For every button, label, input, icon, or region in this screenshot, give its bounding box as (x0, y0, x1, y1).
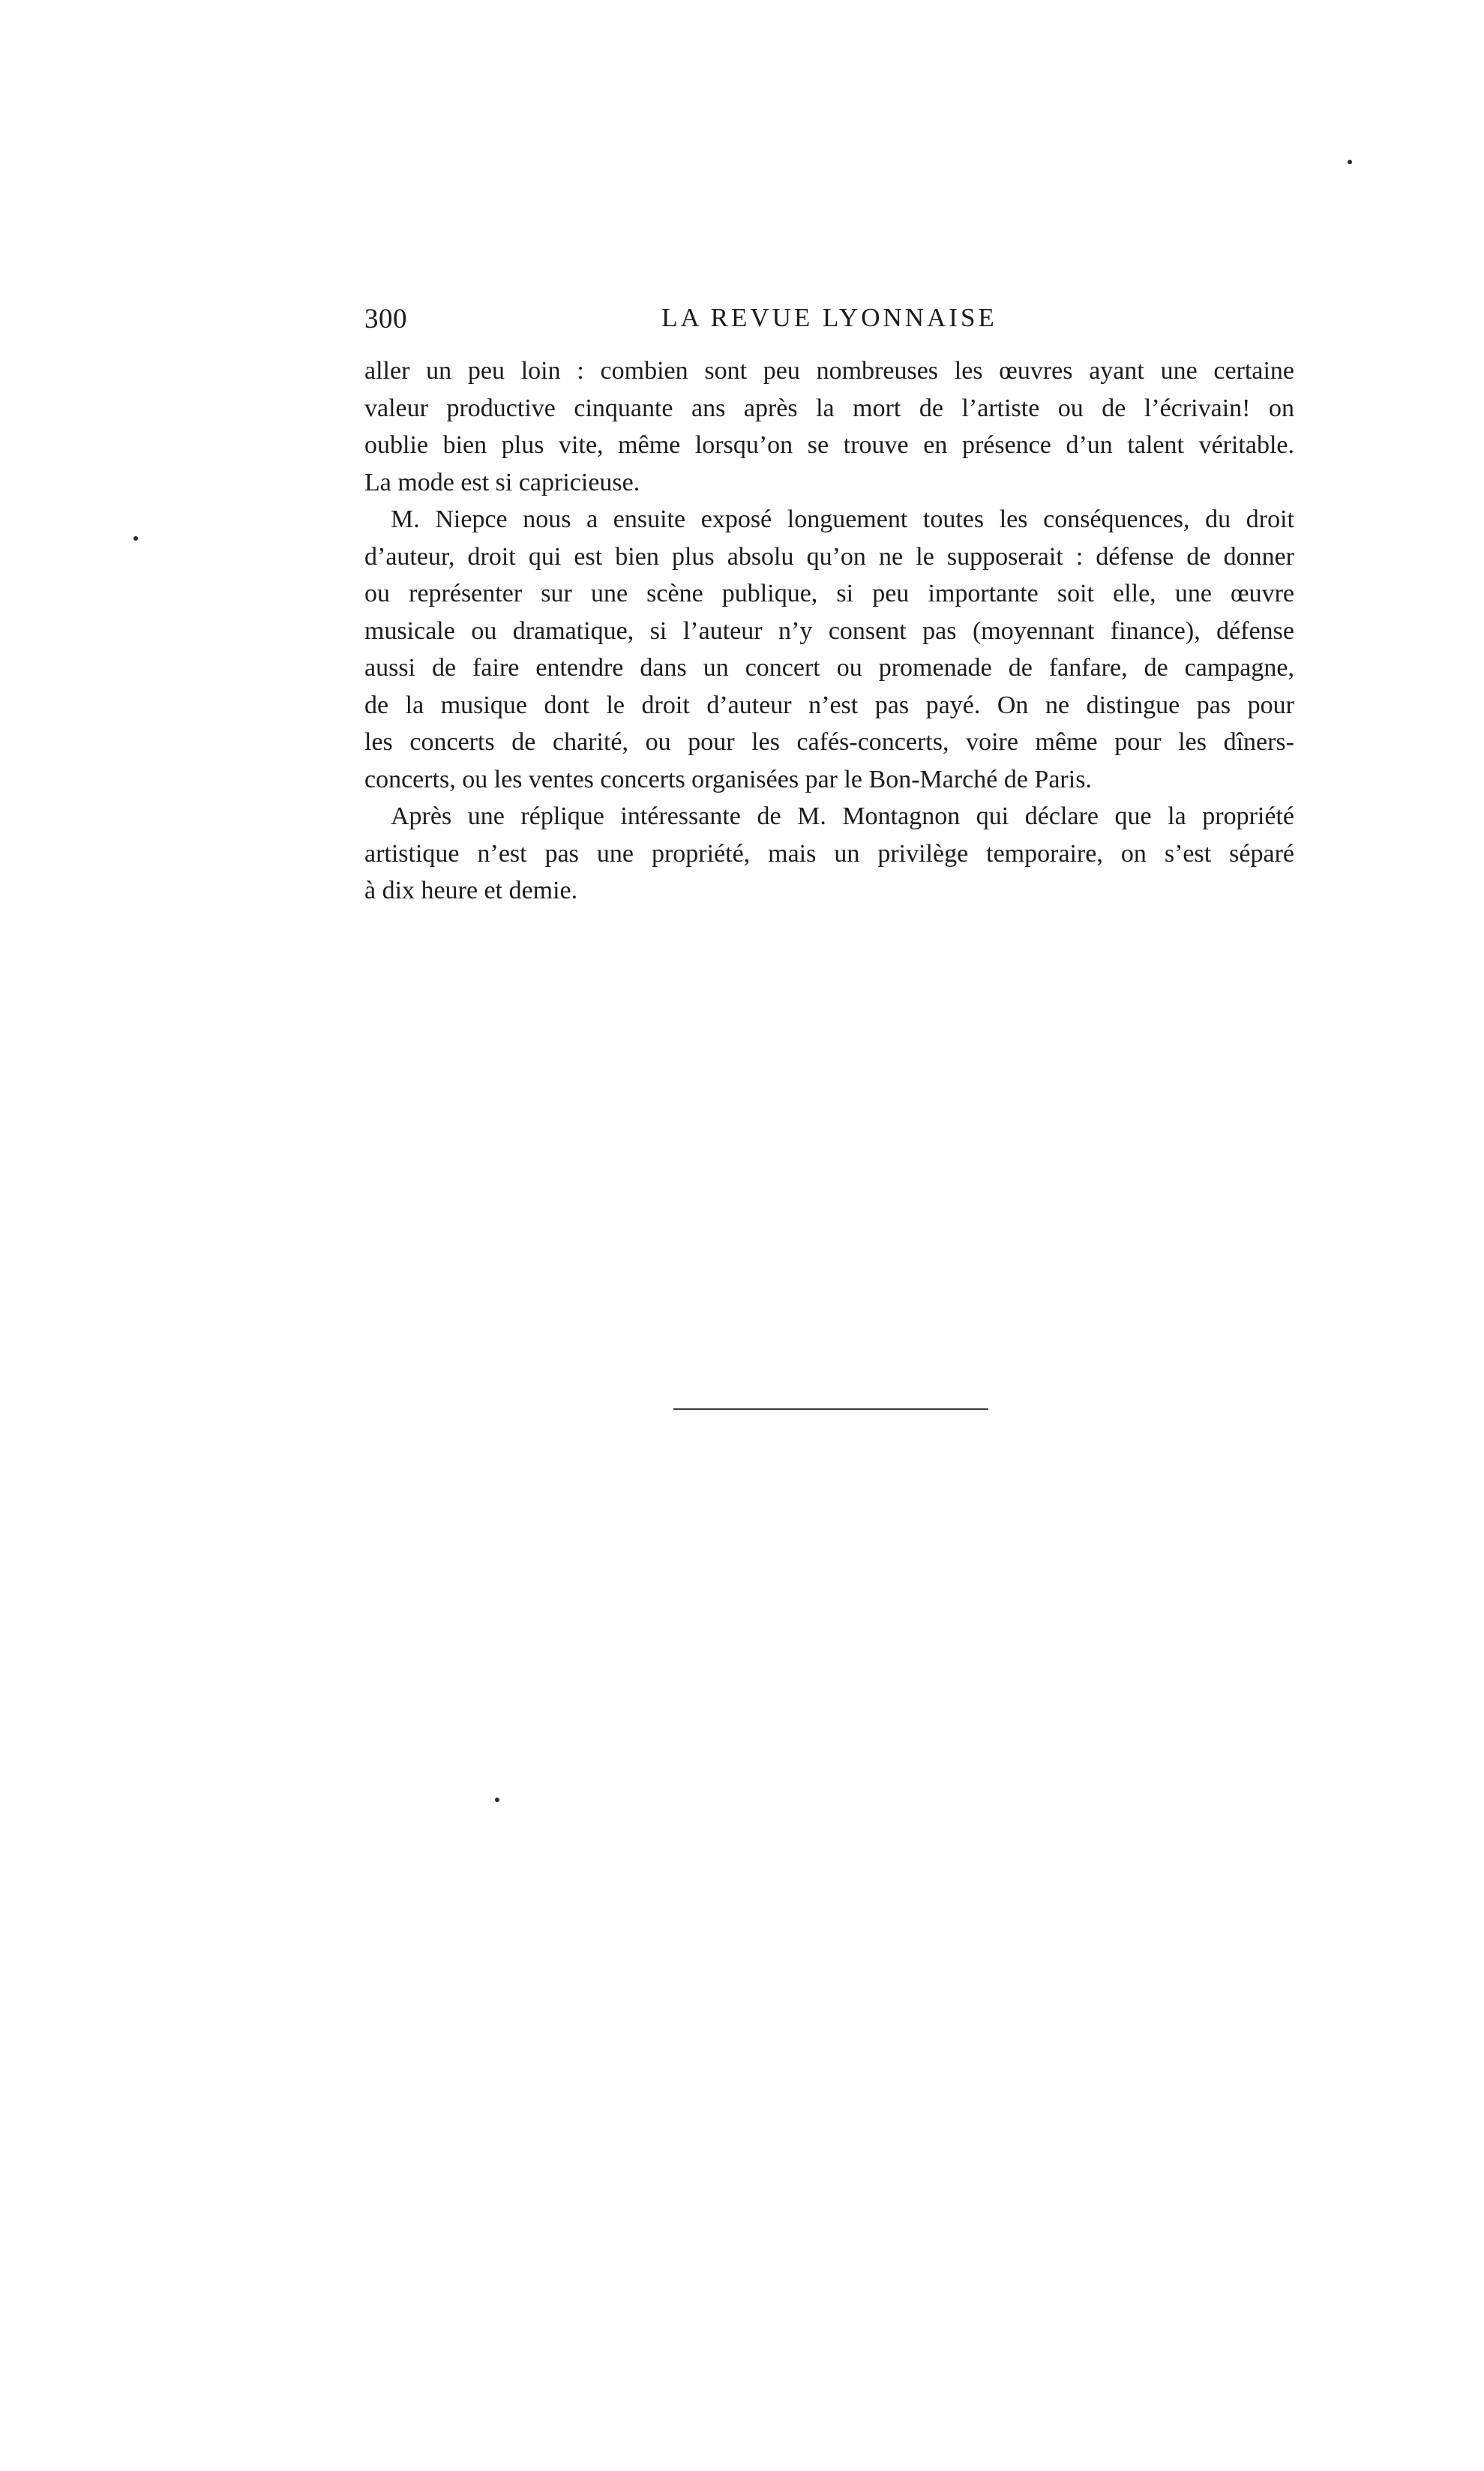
paragraph-1 (364, 352, 1294, 501)
text-line: Après une réplique intéressante de M. Montagnon qui déclare que la propriété (391, 802, 1294, 830)
text-line: M. Niepce nous a ensuite exposé longuement toutes les conséquences, du droit (391, 505, 1294, 533)
text-line: La mode est si capricieuse. (364, 468, 640, 496)
paragraph-3 (364, 798, 1294, 910)
text-line: aller un peu loin : combien sont peu nombreuses les œuvres ayant une certaine (364, 357, 1294, 385)
text-line: valeur productive cinquante ans après la mort de l’artiste ou de l’écrivain! on (364, 394, 1294, 422)
ink-speck (133, 536, 138, 541)
text-line: oublie bien plus vite, même lorsqu’on se trouve en présence d’un talent véritable. (364, 431, 1294, 459)
text-line: d’auteur, droit qui est bien plus absolu qu’on ne le supposerait : défense de donner (364, 542, 1294, 571)
text-line: concerts, ou les ventes concerts organisées par le Bon-Marché de Paris. (364, 765, 1092, 793)
text-line: musicale ou dramatique, si l’auteur n’y consent pas (moyennant finance), défense (364, 616, 1294, 645)
running-title: LA REVUE LYONNAISE (661, 303, 997, 332)
text-line: ou représenter sur une scène publique, si peu importante soit elle, une œuvre (364, 580, 1294, 607)
text-line: aussi de faire entendre dans un concert ou promenade de fanfare, de campagne, (364, 654, 1294, 682)
text-line: les concerts de charité, ou pour les cafés-concerts, voire même pour les dîners- (364, 728, 1294, 756)
text-line: à dix heure et demie. (364, 877, 578, 904)
article-body (364, 352, 1294, 910)
page-number: 300 (364, 304, 407, 334)
page-header (364, 303, 1294, 343)
text-line: de la musique dont le droit d’auteur n’est pas payé. On ne distingue pas pour (364, 691, 1294, 719)
text-line: artistique n’est pas une propriété, mais un privilège temporaire, on s’est séparé (364, 839, 1294, 868)
paragraph-2 (364, 501, 1294, 798)
ink-speck (1348, 160, 1352, 164)
section-divider-rule (673, 1408, 988, 1410)
ink-speck (495, 1798, 499, 1802)
